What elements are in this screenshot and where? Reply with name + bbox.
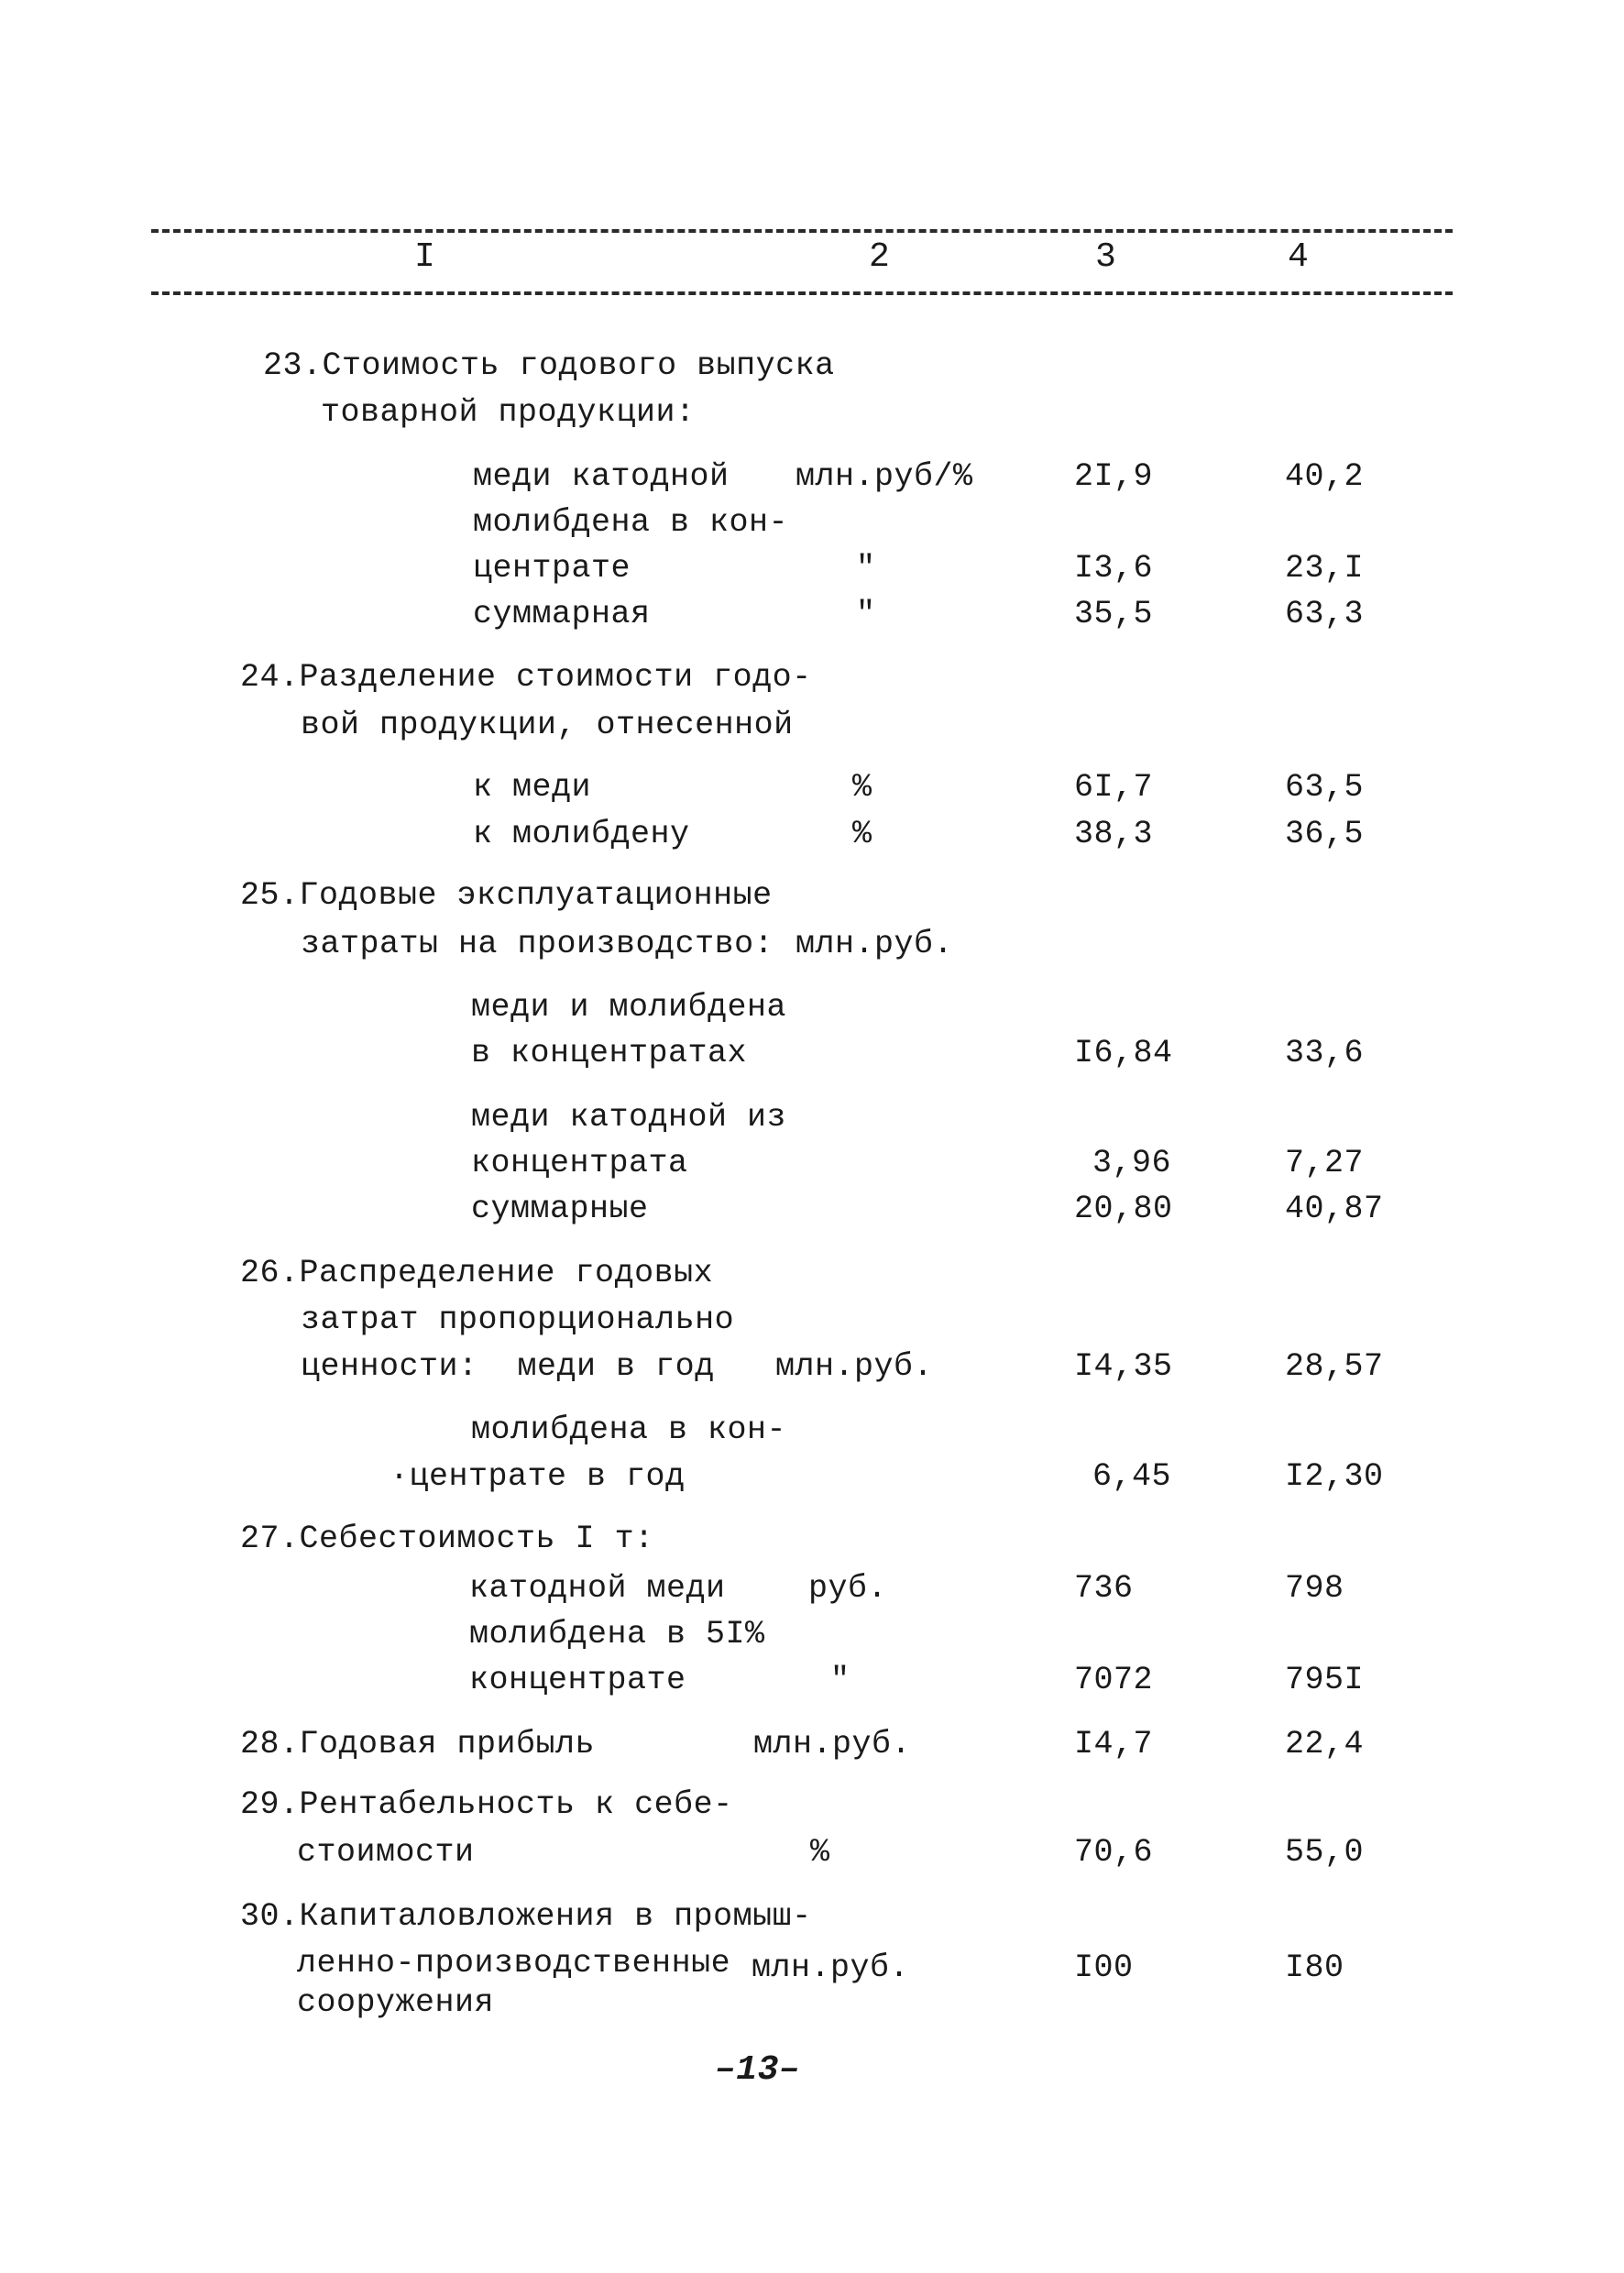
row-29-title-cont: стоимости: [297, 1834, 475, 1871]
row-23-moly-label: молибдена в кон-: [473, 504, 789, 541]
row-27-cathode-label: катодной меди: [469, 1570, 726, 1607]
row-27-moly-col4: 795I: [1285, 1662, 1365, 1698]
row-28-col3: I4,7: [1074, 1726, 1154, 1762]
row-24-title: 24.Разделение стоимости годо-: [240, 659, 812, 696]
row-26-title-cont: затрат пропорционально: [301, 1301, 735, 1338]
row-29-col3: 70,6: [1074, 1834, 1154, 1871]
row-23-moly-unit: ": [856, 550, 876, 587]
row-25-cathode-col4: 7,27: [1285, 1145, 1365, 1181]
row-24-moly-col4: 36,5: [1285, 816, 1365, 852]
column-header-3: 3: [1095, 237, 1117, 277]
row-28-title: 28.Годовая прибыль: [240, 1726, 596, 1762]
row-25-concentrates-col4: 33,6: [1285, 1035, 1365, 1071]
row-26-moly-col3: 6,45: [1092, 1458, 1172, 1495]
row-26-copper-col4: 28,57: [1285, 1348, 1384, 1385]
row-25-cathode-col3: 3,96: [1092, 1145, 1172, 1181]
row-24-moly-col3: 38,3: [1074, 816, 1154, 852]
row-27-cathode-col4: 798: [1285, 1570, 1344, 1607]
row-23-total-col3: 35,5: [1074, 596, 1154, 632]
row-23-moly-label-cont: центрате: [473, 550, 631, 587]
row-30-col4: I80: [1285, 1949, 1344, 1986]
row-23-total-label: суммарная: [473, 596, 651, 632]
row-25-total-col4: 40,87: [1285, 1191, 1384, 1227]
row-25-concentrates-label-cont: в концентратах: [471, 1035, 748, 1071]
row-25-concentrates-col3: I6,84: [1074, 1035, 1173, 1071]
row-26-unit: млн.руб.: [775, 1348, 934, 1385]
column-header-4: 4: [1288, 237, 1310, 277]
row-24-moly-label: к молибдену: [473, 816, 690, 852]
row-24-copy-unit: %: [852, 769, 872, 806]
row-30-unit: млн.руб.: [752, 1949, 910, 1986]
row-25-unit: млн.руб.: [796, 926, 954, 962]
row-30-title-cont-2: сооружения: [297, 1984, 495, 2021]
row-26-copper-col3: I4,35: [1074, 1348, 1173, 1385]
row-25-total-col3: 20,80: [1074, 1191, 1173, 1227]
row-24-copy-label: к меди: [473, 769, 592, 806]
row-25-total-label: суммарные: [471, 1191, 649, 1227]
row-27-moly-col3: 7072: [1074, 1662, 1154, 1698]
row-23-title-cont: товарной продукции:: [321, 394, 696, 431]
row-26-moly-label-cont: ·центрате в год: [390, 1458, 686, 1495]
row-28-unit: млн.руб.: [753, 1726, 912, 1762]
row-25-title: 25.Годовые эксплуатационные: [240, 877, 773, 914]
header-bottom-rule: [151, 291, 1453, 295]
row-23-moly-col3: I3,6: [1074, 550, 1154, 587]
row-25-cathode-label: меди катодной из: [471, 1099, 787, 1136]
row-24-moly-unit: %: [852, 816, 872, 852]
row-23-copy-col4: 40,2: [1285, 458, 1365, 495]
row-23-copy-label: меди катодной: [473, 458, 730, 495]
row-27-moly-unit: ": [830, 1662, 850, 1698]
page-number: –13–: [715, 2050, 801, 2090]
row-24-copy-col4: 63,5: [1285, 769, 1365, 806]
row-25-concentrates-label: меди и молибдена: [471, 989, 787, 1026]
row-27-moly-label-cont: концентрате: [469, 1662, 686, 1698]
row-27-moly-label: молибдена в 5I%: [469, 1616, 765, 1653]
column-header-1: I: [414, 237, 436, 277]
row-28-col4: 22,4: [1285, 1726, 1365, 1762]
row-24-title-cont: вой продукции, отнесенной: [301, 707, 794, 743]
row-27-title: 27.Себестоимость I т:: [240, 1521, 654, 1557]
row-29-unit: %: [810, 1834, 830, 1871]
row-23-title: 23.Стоимость годового выпуска: [263, 347, 835, 384]
row-30-title: 30.Капиталовложения в промыш-: [240, 1898, 812, 1935]
row-30-title-cont: ленно-производственные: [297, 1945, 731, 1982]
row-27-cathode-col3: 736: [1074, 1570, 1134, 1607]
row-25-title-cont: затраты на производство:: [301, 926, 774, 962]
row-23-moly-col4: 23,I: [1285, 550, 1365, 587]
row-25-cathode-label-cont: концентрата: [471, 1145, 688, 1181]
row-23-total-col4: 63,3: [1285, 596, 1365, 632]
row-27-cathode-unit: руб.: [808, 1570, 888, 1607]
row-23-total-unit: ": [856, 596, 876, 632]
row-24-copy-col3: 6I,7: [1074, 769, 1154, 806]
row-23-copy-unit: млн.руб/%: [796, 458, 973, 495]
column-header-2: 2: [869, 237, 891, 277]
row-26-title-cont-2: ценности: меди в год: [301, 1348, 715, 1385]
row-29-col4: 55,0: [1285, 1834, 1365, 1871]
row-26-moly-col4: I2,30: [1285, 1458, 1384, 1495]
header-top-rule: [151, 229, 1453, 233]
row-23-copy-col3: 2I,9: [1074, 458, 1154, 495]
row-26-title: 26.Распределение годовых: [240, 1255, 714, 1291]
row-26-moly-label: молибдена в кон-: [471, 1411, 787, 1448]
row-29-title: 29.Рентабельность к себе-: [240, 1786, 733, 1823]
row-30-col3: I00: [1074, 1949, 1134, 1986]
